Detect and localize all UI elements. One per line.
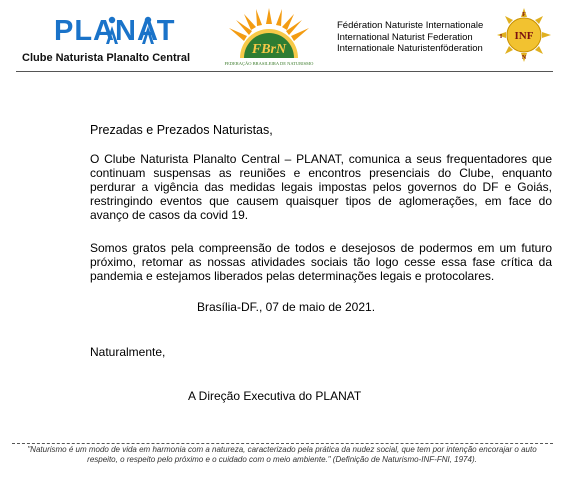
inf-logo-letter-left: I — [499, 34, 503, 40]
planat-logo — [20, 14, 210, 66]
fbrn-caption: FEDERAÇÃO BRASILEIRA DE NATURISMO — [224, 61, 314, 66]
letter-closing: Naturalmente, — [90, 345, 166, 359]
inf-sun-logo-icon — [497, 8, 551, 62]
sun-icon — [214, 6, 324, 62]
inf-logo-letter-bottom: N — [521, 55, 527, 61]
inf-federation-names — [337, 20, 483, 55]
letter-paragraph-1 — [90, 152, 552, 222]
fbrn-logo — [214, 6, 324, 70]
footer-divider — [12, 443, 553, 444]
letter-signature: A Direção Executiva do PLANAT — [188, 389, 362, 403]
header-divider — [16, 71, 553, 72]
letter-paragraph-1-text: O Clube Naturista Planalto Central – PLANAT, comunica a seus frequentadores que continuam suspensas as reuniões e encontros presenciais do Clube, enquanto perdurar a vigência das medidas legais impostas pelos governos do DF e Goiás, restringindo eventos que causem quaisquer tipos de aglomerações, em face do avanço de casos da covid 19. — [90, 152, 552, 222]
planat-wordmark: PLANAT — [54, 15, 176, 47]
planat-subtitle: Clube Naturista Planalto Central — [22, 52, 191, 64]
letterhead — [0, 0, 562, 72]
inf-name-fr: Fédération Naturiste Internationale — [337, 20, 484, 31]
inf-logo-text: INF — [514, 30, 534, 42]
inf-name-en: International Naturist Federation — [337, 31, 473, 43]
fbrn-logo-text: FBrN — [251, 42, 287, 57]
footer-quote: "Naturismo é um modo de vida em harmonia com a natureza, caracterizado pela prática da nudez social, que tem por intenção encorajar o auto respeito, o respeito pelo próximo e o cuidado com o meio ambiente." (Definição de Naturismo-INF-FNI, 1974). — [27, 445, 537, 464]
letter-date: Brasília-DF., 07 de maio de 2021. — [196, 300, 376, 314]
letter-paragraph-2-text: Somos gratos pela compreensão de todos e desejosos de podermos em um futuro próximo, retomar as nossas atividades sociais tão logo cesse essa fase crítica da pandemia e estejamos liberados pelas determinações legais e protocolares. — [90, 241, 552, 283]
letter-paragraph-2 — [90, 241, 552, 283]
inf-logo-letter-top: F — [522, 12, 526, 18]
letter-greeting: Prezadas e Prezados Naturistas, — [90, 123, 273, 137]
inf-name-de: Internationale Naturistenföderation — [337, 43, 483, 54]
